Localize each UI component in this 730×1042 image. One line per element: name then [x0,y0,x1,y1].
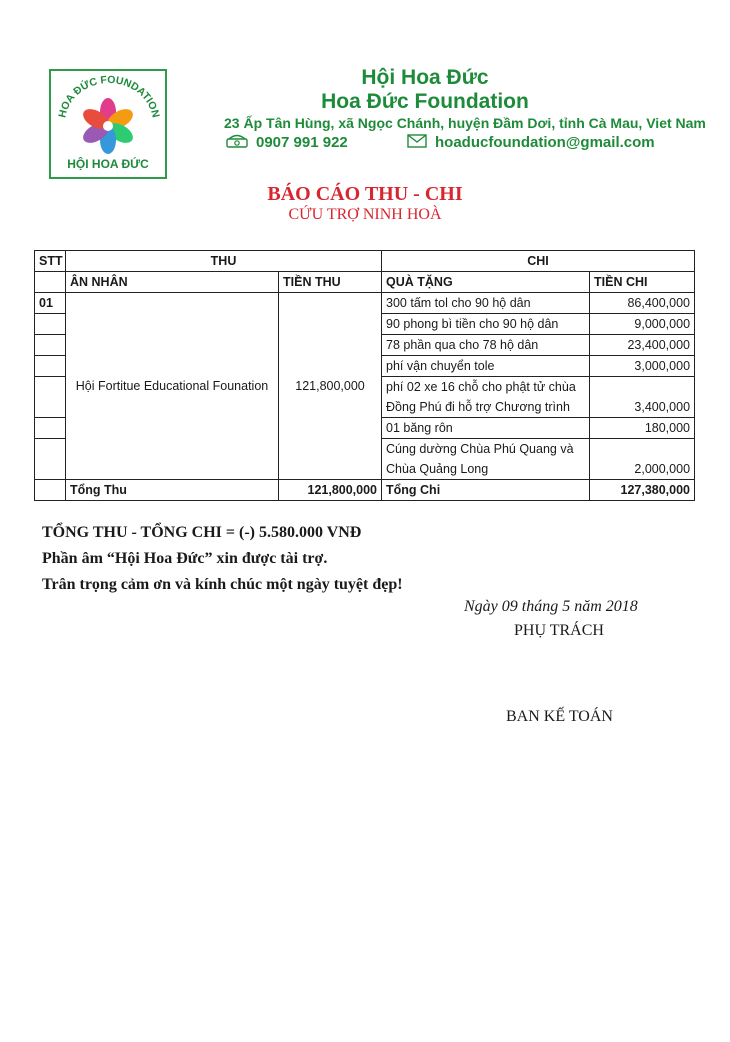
gift-header: QUÀ TẶNG [382,272,590,293]
expense-amount-cell: 9,000,000 [590,314,695,335]
income-cell: 121,800,000 [279,293,382,480]
expense-amount-cell: 23,400,000 [590,335,695,356]
gift-cell: 78 phần qua cho 78 hộ dân [382,335,590,356]
org-name-english: Hoa Đức Foundation [321,90,529,113]
balance-line: TỔNG THU - TỔNG CHI = (-) 5.580.000 VNĐ [42,524,362,541]
stt-header: STT [35,251,66,272]
total-income-value: 121,800,000 [279,480,382,501]
email-contact [407,134,655,152]
total-income-label: Tổng Thu [66,480,279,501]
expense-amount-cell: 3,400,000 [590,397,695,418]
email-address: hoaducfoundation@gmail.com [435,134,655,151]
expense-header: TIỀN CHI [590,272,695,293]
report-subtitle: CỨU TRỢ NINH HOÀ [288,206,442,223]
thu-group-header: THU [66,251,382,272]
donor-cell: Hội Fortitue Educational Founation [66,293,279,480]
report-title: BÁO CÁO THU - CHI [267,183,463,205]
phone-contact [226,134,348,152]
table-column-header-row [35,272,695,293]
stt-cell: 01 [35,293,66,314]
chi-group-header: CHI [382,251,695,272]
gift-cell: Cúng dường Chùa Phú Quang và [382,439,590,460]
income-header: TIỀN THU [279,272,382,293]
logo-arc-text: HOA ĐỨC FOUNDATION [56,73,162,119]
expense-amount-cell: 86,400,000 [590,293,695,314]
table-row [35,293,695,314]
expense-amount-cell: 2,000,000 [590,459,695,480]
gift-cell-continued: Đồng Phú đi hỗ trợ Chương trình [382,397,590,418]
envelope-icon [407,134,427,152]
gift-cell: 01 băng rôn [382,418,590,439]
report-date: Ngày 09 tháng 5 năm 2018 [464,598,638,615]
income-expense-table [34,250,695,501]
table-group-header-row [35,251,695,272]
gift-cell-continued: Chùa Quảng Long [382,459,590,480]
accounting-department: BAN KẾ TOÁN [506,708,613,725]
foundation-logo [49,69,167,179]
in-charge-label: PHỤ TRÁCH [514,622,604,639]
gift-cell: phí 02 xe 16 chỗ cho phật tử chùa [382,377,590,398]
expense-amount-cell: 3,000,000 [590,356,695,377]
total-expense-value: 127,380,000 [590,480,695,501]
logo-bottom-text: HỘI HOA ĐỨC [67,157,149,171]
summary-block [42,520,403,598]
phone-number: 0907 991 922 [256,134,348,151]
total-expense-label: Tổng Chi [382,480,590,501]
thanks-line: Trân trọng cảm ơn và kính chúc một ngày tuyệt đẹp! [42,576,403,593]
gift-cell: 300 tấm tol cho 90 hộ dân [382,293,590,314]
table-total-row [35,480,695,501]
expense-amount-cell: 180,000 [590,418,695,439]
org-address: 23 Ấp Tân Hùng, xã Ngọc Chánh, huyện Đầm Dơi, tỉnh Cà Mau, Viet Nam [224,115,706,131]
sponsorship-line: Phần âm “Hội Hoa Đức” xin được tài trợ. [42,550,328,567]
donor-header: ÂN NHÂN [66,272,279,293]
gift-cell: phí vận chuyển tole [382,356,590,377]
phone-icon [226,134,248,152]
org-name-vietnamese: Hội Hoa Đức [361,66,489,89]
gift-cell: 90 phong bì tiền cho 90 hộ dân [382,314,590,335]
